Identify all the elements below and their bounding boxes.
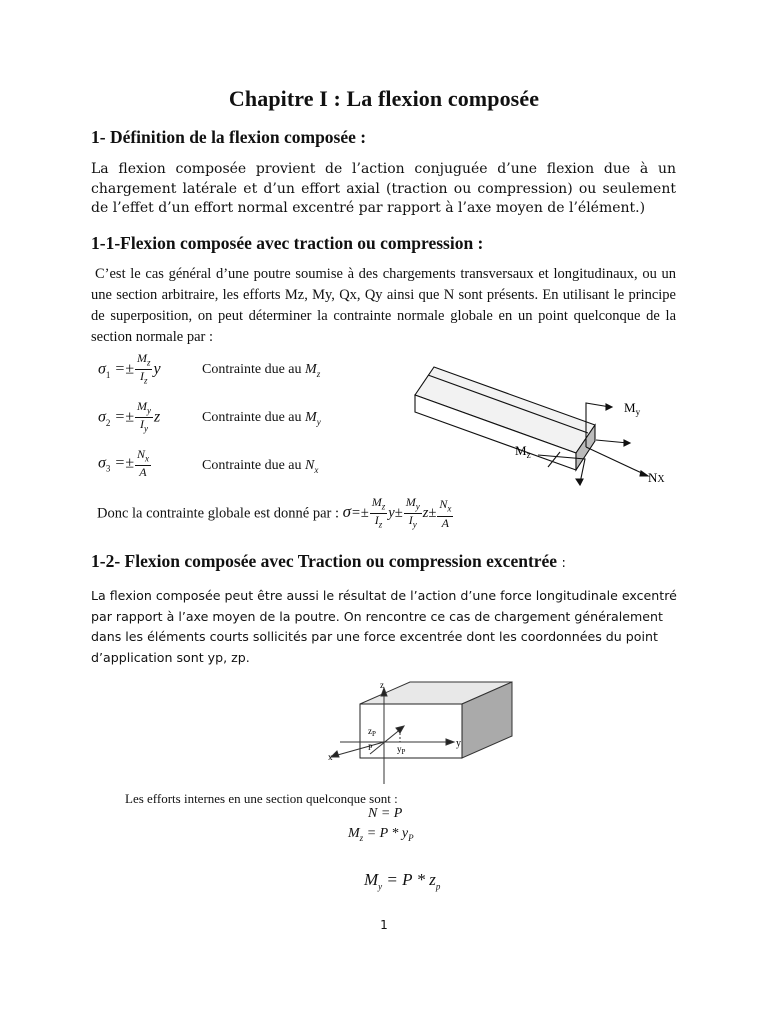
fraction: $\frac{N_x}{A}$ [439, 497, 452, 530]
denominator-sub: z [143, 375, 148, 386]
mz-arrow-head [576, 479, 583, 485]
sigma-symbol: σ [98, 408, 106, 426]
my-label: $M_y$ [624, 400, 641, 417]
pm-symbol: ± [394, 505, 403, 522]
my-arrow-head [606, 404, 612, 410]
sigma-symbol: σ [342, 502, 351, 522]
stress-formula-1: $\sigma_1$ =± $\frac{M_z}{I_z}$ y Contrainte due au $M_z$ [98, 351, 321, 386]
equation-my: $M_y = P * z_p$ [364, 870, 441, 892]
pm-symbol: ± [360, 505, 369, 522]
y-label: y [456, 738, 461, 749]
nx-label: NX [648, 470, 665, 485]
fraction: $\frac{M_y}{I_y}$ [405, 495, 420, 530]
eccentric-section-figure [322, 676, 522, 786]
yp-label: $y_P$ [397, 744, 406, 756]
sigma-symbol: σ [98, 454, 106, 472]
nx-arrow-head [640, 471, 648, 476]
internal-forces-title: Les efforts internes en une section quelconque sont : [125, 791, 398, 806]
global-stress-label: Donc la contrainte globale est donné par : [97, 505, 339, 522]
description-text: Contrainte due au [202, 458, 302, 473]
fraction [135, 400, 153, 436]
sigma-symbol: σ [98, 360, 106, 378]
description-sub: y [316, 416, 321, 427]
stress-description [202, 362, 320, 379]
section-1-heading: 1- Définition de la flexion composée : [91, 127, 367, 147]
denominator-sub: y [143, 423, 148, 434]
description-variable: M [305, 362, 317, 377]
variable: z [153, 408, 161, 426]
my-arrow-side-head [624, 440, 630, 446]
sigma-index: 1 [105, 369, 111, 380]
variable: y [153, 360, 161, 378]
stress-description [202, 410, 321, 427]
mz-label: $M_z$ [515, 443, 531, 460]
fraction-numerator: M [136, 351, 147, 365]
section-1-2-heading [91, 551, 566, 572]
pm-symbol: ± [125, 360, 134, 378]
section-1-1-text: C’est le cas général d’une poutre soumise à des chargements transversaux et longitudinaux, ou un une section arbitraire, les efforts Mz, My, Qx, Qy ainsi que N sont présents. En utilisant le principe de superposition, on peut déterminer la contrainte normale globale en un point quelconque de la section normale par : [91, 266, 676, 345]
equation-n-equals-p: N = P [368, 806, 403, 821]
fraction-denominator: I [139, 369, 144, 384]
x-label: x [328, 752, 333, 762]
p-label: P [368, 743, 373, 752]
pm-symbol: ± [428, 505, 437, 522]
my-arrow-side [596, 440, 628, 443]
pm-symbol: ± [125, 454, 134, 472]
fraction [135, 352, 153, 388]
description-variable: M [305, 410, 317, 425]
global-stress-formula: Donc la contrainte globale est donné par : σ=± $\frac{M_z}{I_z}$ y± $\frac{M_y}{I_y}$ z± $\frac{N_x}{A}$ [97, 495, 452, 530]
fraction-numerator: N [136, 447, 145, 461]
stress-formula-3: $\sigma_3$ =± $\frac{N_x}{A}$ Contrainte due au $N_x$ [98, 447, 319, 480]
fraction-denominator: I [139, 417, 144, 432]
page-number: 1 [380, 918, 388, 932]
description-text: Contrainte due au [202, 362, 302, 377]
numerator-sub: x [144, 453, 149, 464]
section-1-1-heading: 1-1-Flexion composée avec traction ou compression : [91, 233, 484, 253]
chapter-title: Chapitre I : La flexion composée [228, 86, 540, 111]
sigma-index: 3 [105, 463, 111, 474]
variable: y [388, 505, 395, 522]
description-text: Contrainte due au [202, 410, 302, 425]
sigma-index: 2 [105, 417, 111, 428]
zp-label: $z_P$ [368, 726, 376, 738]
stress-description [202, 458, 318, 475]
pm-symbol: ± [125, 408, 134, 426]
description-sub: x [314, 464, 319, 475]
fraction: $\frac{M_z}{I_z}$ [371, 495, 386, 530]
z-label: z [380, 680, 384, 690]
section-1-text: La flexion composée provient de l’action conjuguée d’une flexion due à un chargement latérale et d’un effort axial (traction ou compression) ou seulement de l’effet d’un effort normal excentré par rapport à l’axe moyen de l’élément.) [91, 161, 676, 216]
beam-figure [410, 355, 680, 490]
section-1-2-heading-colon: : [561, 556, 566, 571]
description-sub: z [316, 368, 321, 379]
variable: z [422, 505, 429, 522]
nx-arrow [586, 447, 646, 475]
section-1-2-text: La flexion composée peut être aussi le résultat de l’action d’une force longitudinale excentré par rapport à l’axe moyen de la poutre. On rencontre ce cas de chargement généralement dans les éléments courts sollicités par une force excentrée dont les coordonnées du point d’application sont yp, zp. [91, 588, 677, 665]
section-1-2-heading-text: 1-2- Flexion composée avec Traction ou compression excentrée [91, 551, 558, 571]
stress-formula-2: $\sigma_2$ =± $\frac{M_y}{I_y}$ z Contrainte due au $M_y$ [98, 399, 321, 434]
description-variable: N [305, 458, 315, 473]
numerator-sub: y [146, 405, 151, 416]
fraction-denominator: A [139, 465, 147, 480]
equation-mz: $M_z = P * y_P$ [348, 826, 414, 843]
fraction [135, 448, 151, 479]
numerator-sub: z [146, 357, 151, 368]
fraction-numerator: M [136, 399, 147, 413]
